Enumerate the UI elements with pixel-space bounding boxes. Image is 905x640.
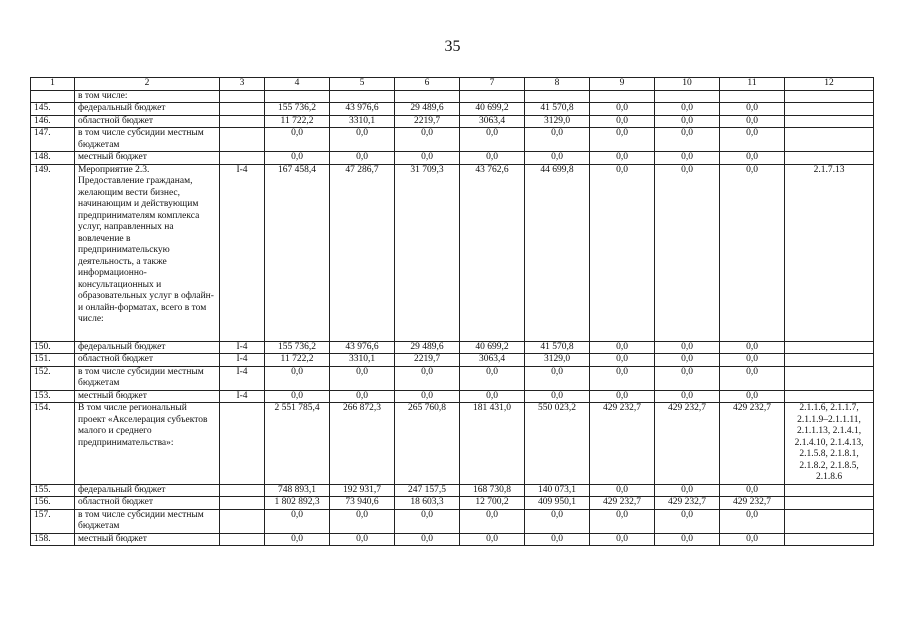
value-cell: 0,0 (720, 164, 785, 341)
value-cell: 0,0 (590, 341, 655, 354)
value-cell: 266 872,3 (330, 403, 395, 485)
row-number-cell: 148. (31, 152, 75, 165)
reference-cell (785, 152, 874, 165)
table-row (31, 403, 874, 485)
code-cell: I-4 (220, 341, 265, 354)
value-cell: 18 603,3 (395, 497, 460, 510)
value-cell: 40 699,2 (460, 341, 525, 354)
value-cell: 31 709,3 (395, 164, 460, 341)
value-cell: 0,0 (265, 366, 330, 390)
item-name-cell: Мероприятие 2.3. Предоставление гражданам, желающим вести бизнес, начинающим и действующим предпринимателям комплекса услуг, направленных на вовлечение в предпринимательскую деятельность, а также информационно-консультационных и образовательных услуг в офлайн- и онлайн-форматах, всего в том числе: (75, 164, 220, 341)
table-row (31, 509, 874, 533)
value-cell: 0,0 (525, 533, 590, 546)
value-cell: 0,0 (590, 128, 655, 152)
value-cell: 429 232,7 (590, 497, 655, 510)
reference-cell (785, 103, 874, 116)
item-name-cell: в том числе субсидии местным бюджетам (75, 509, 220, 533)
row-number-cell: 150. (31, 341, 75, 354)
value-cell: 429 232,7 (590, 403, 655, 485)
table-row (31, 484, 874, 497)
value-cell: 0,0 (590, 115, 655, 128)
reference-cell (785, 390, 874, 403)
value-cell: 0,0 (655, 509, 720, 533)
code-cell: I-4 (220, 390, 265, 403)
value-cell: 429 232,7 (720, 403, 785, 485)
value-cell: 0,0 (655, 128, 720, 152)
value-cell: 0,0 (720, 341, 785, 354)
table-body (31, 90, 874, 546)
value-cell (525, 90, 590, 103)
value-cell: 0,0 (330, 533, 395, 546)
item-name-cell: федеральный бюджет (75, 341, 220, 354)
reference-cell: 2.1.7.13 (785, 164, 874, 341)
value-cell: 47 286,7 (330, 164, 395, 341)
row-number-cell: 157. (31, 509, 75, 533)
value-cell: 0,0 (395, 152, 460, 165)
table-row (31, 390, 874, 403)
table-row (31, 164, 874, 341)
value-cell: 43 762,6 (460, 164, 525, 341)
header-cell: 12 (785, 78, 874, 91)
item-name-cell: местный бюджет (75, 390, 220, 403)
code-cell (220, 484, 265, 497)
value-cell: 168 730,8 (460, 484, 525, 497)
value-cell: 3063,4 (460, 354, 525, 367)
value-cell: 11 722,2 (265, 115, 330, 128)
value-cell: 0,0 (395, 533, 460, 546)
value-cell: 167 458,4 (265, 164, 330, 341)
value-cell: 0,0 (265, 509, 330, 533)
reference-cell (785, 90, 874, 103)
value-cell (720, 90, 785, 103)
table-row (31, 103, 874, 116)
header-cell: 1 (31, 78, 75, 91)
value-cell: 155 736,2 (265, 341, 330, 354)
code-cell: I-4 (220, 354, 265, 367)
header-cell: 4 (265, 78, 330, 91)
value-cell: 0,0 (720, 390, 785, 403)
budget-table (30, 77, 874, 546)
value-cell: 748 893,1 (265, 484, 330, 497)
value-cell: 3063,4 (460, 115, 525, 128)
value-cell: 44 699,8 (525, 164, 590, 341)
value-cell: 0,0 (460, 366, 525, 390)
value-cell: 0,0 (655, 390, 720, 403)
value-cell: 2219,7 (395, 115, 460, 128)
value-cell: 181 431,0 (460, 403, 525, 485)
code-cell (220, 533, 265, 546)
value-cell: 0,0 (395, 509, 460, 533)
header-cell: 2 (75, 78, 220, 91)
value-cell: 0,0 (720, 103, 785, 116)
value-cell: 429 232,7 (720, 497, 785, 510)
reference-cell (785, 509, 874, 533)
item-name-cell: В том числе региональный проект «Акселерация субъектов малого и среднего предпринимательства»: (75, 403, 220, 485)
value-cell: 2219,7 (395, 354, 460, 367)
page-number: 35 (444, 38, 461, 55)
reference-cell (785, 366, 874, 390)
table-row (31, 497, 874, 510)
value-cell (460, 90, 525, 103)
value-cell: 0,0 (265, 152, 330, 165)
value-cell: 41 570,8 (525, 341, 590, 354)
item-name-cell: в том числе субсидии местным бюджетам (75, 366, 220, 390)
code-cell (220, 90, 265, 103)
table-row (31, 341, 874, 354)
value-cell: 0,0 (330, 152, 395, 165)
row-number-cell: 154. (31, 403, 75, 485)
value-cell: 0,0 (265, 390, 330, 403)
value-cell: 192 931,7 (330, 484, 395, 497)
reference-cell (785, 115, 874, 128)
value-cell: 0,0 (590, 533, 655, 546)
item-name-cell: областной бюджет (75, 497, 220, 510)
row-number-cell: 152. (31, 366, 75, 390)
value-cell: 0,0 (525, 390, 590, 403)
value-cell: 0,0 (720, 533, 785, 546)
row-number-cell (31, 90, 75, 103)
code-cell (220, 509, 265, 533)
value-cell: 0,0 (655, 152, 720, 165)
value-cell: 265 760,8 (395, 403, 460, 485)
value-cell: 0,0 (460, 509, 525, 533)
value-cell (395, 90, 460, 103)
reference-cell (785, 128, 874, 152)
header-cell: 6 (395, 78, 460, 91)
value-cell: 0,0 (330, 390, 395, 403)
table-row (31, 115, 874, 128)
value-cell: 0,0 (590, 164, 655, 341)
row-number-cell: 149. (31, 164, 75, 341)
value-cell: 0,0 (655, 533, 720, 546)
value-cell: 0,0 (525, 152, 590, 165)
header-cell: 8 (525, 78, 590, 91)
header-cell: 11 (720, 78, 785, 91)
item-name-cell: областной бюджет (75, 115, 220, 128)
value-cell: 73 940,6 (330, 497, 395, 510)
value-cell: 3129,0 (525, 115, 590, 128)
value-cell: 0,0 (720, 484, 785, 497)
table-row (31, 366, 874, 390)
row-number-cell: 151. (31, 354, 75, 367)
value-cell: 0,0 (655, 341, 720, 354)
value-cell: 40 699,2 (460, 103, 525, 116)
header-cell: 5 (330, 78, 395, 91)
value-cell: 0,0 (655, 366, 720, 390)
value-cell: 0,0 (590, 484, 655, 497)
item-name-cell: федеральный бюджет (75, 103, 220, 116)
value-cell: 0,0 (395, 128, 460, 152)
row-number-cell: 156. (31, 497, 75, 510)
value-cell: 0,0 (265, 533, 330, 546)
value-cell: 2 551 785,4 (265, 403, 330, 485)
code-cell: I-4 (220, 366, 265, 390)
value-cell: 1 802 892,3 (265, 497, 330, 510)
value-cell: 140 073,1 (525, 484, 590, 497)
reference-cell (785, 341, 874, 354)
value-cell: 550 023,2 (525, 403, 590, 485)
item-name-cell: областной бюджет (75, 354, 220, 367)
value-cell: 0,0 (720, 509, 785, 533)
value-cell: 0,0 (330, 509, 395, 533)
code-cell (220, 103, 265, 116)
value-cell: 0,0 (655, 164, 720, 341)
table-row (31, 128, 874, 152)
value-cell: 0,0 (655, 354, 720, 367)
value-cell: 0,0 (655, 484, 720, 497)
value-cell: 3310,1 (330, 354, 395, 367)
value-cell: 0,0 (460, 390, 525, 403)
value-cell: 3310,1 (330, 115, 395, 128)
code-cell (220, 403, 265, 485)
value-cell: 43 976,6 (330, 341, 395, 354)
value-cell: 0,0 (655, 103, 720, 116)
value-cell: 247 157,5 (395, 484, 460, 497)
value-cell: 0,0 (590, 509, 655, 533)
row-number-cell: 146. (31, 115, 75, 128)
value-cell: 0,0 (330, 128, 395, 152)
table-row (31, 90, 874, 103)
value-cell (655, 90, 720, 103)
value-cell: 11 722,2 (265, 354, 330, 367)
row-number-cell: 145. (31, 103, 75, 116)
value-cell: 0,0 (460, 128, 525, 152)
item-name-cell: местный бюджет (75, 152, 220, 165)
row-number-cell: 158. (31, 533, 75, 546)
code-cell (220, 115, 265, 128)
header-cell: 3 (220, 78, 265, 91)
code-cell (220, 497, 265, 510)
code-cell: I-4 (220, 164, 265, 341)
value-cell: 41 570,8 (525, 103, 590, 116)
header-cell: 10 (655, 78, 720, 91)
value-cell: 409 950,1 (525, 497, 590, 510)
value-cell: 0,0 (395, 390, 460, 403)
value-cell: 429 232,7 (655, 403, 720, 485)
value-cell: 0,0 (265, 128, 330, 152)
value-cell: 29 489,6 (395, 341, 460, 354)
reference-cell (785, 484, 874, 497)
value-cell: 0,0 (460, 533, 525, 546)
value-cell: 0,0 (525, 366, 590, 390)
value-cell: 0,0 (655, 115, 720, 128)
value-cell: 0,0 (720, 152, 785, 165)
value-cell: 0,0 (590, 366, 655, 390)
header-row (31, 78, 874, 91)
value-cell: 0,0 (330, 366, 395, 390)
item-name-cell: федеральный бюджет (75, 484, 220, 497)
value-cell: 0,0 (720, 366, 785, 390)
header-cell: 9 (590, 78, 655, 91)
row-number-cell: 147. (31, 128, 75, 152)
table-row (31, 533, 874, 546)
row-number-cell: 155. (31, 484, 75, 497)
value-cell: 0,0 (590, 354, 655, 367)
table-row (31, 354, 874, 367)
value-cell: 0,0 (525, 509, 590, 533)
row-number-cell: 153. (31, 390, 75, 403)
value-cell: 12 700,2 (460, 497, 525, 510)
value-cell: 155 736,2 (265, 103, 330, 116)
reference-cell (785, 497, 874, 510)
value-cell: 0,0 (395, 366, 460, 390)
table-header (31, 78, 874, 91)
code-cell (220, 128, 265, 152)
value-cell: 0,0 (525, 128, 590, 152)
reference-cell (785, 354, 874, 367)
value-cell: 43 976,6 (330, 103, 395, 116)
value-cell: 29 489,6 (395, 103, 460, 116)
item-name-cell: в том числе субсидии местным бюджетам (75, 128, 220, 152)
value-cell: 429 232,7 (655, 497, 720, 510)
header-cell: 7 (460, 78, 525, 91)
reference-cell: 2.1.1.6, 2.1.1.7, 2.1.1.9–2.1.1.11, 2.1.1.13, 2.1.4.1, 2.1.4.10, 2.1.4.13, 2.1.5.8, 2.1.8.1, 2.1.8.2, 2.1.8.5, 2.1.8.6 (785, 403, 874, 485)
item-name-cell: местный бюджет (75, 533, 220, 546)
value-cell: 0,0 (590, 103, 655, 116)
value-cell: 0,0 (590, 152, 655, 165)
value-cell: 0,0 (720, 115, 785, 128)
value-cell: 0,0 (460, 152, 525, 165)
reference-cell (785, 533, 874, 546)
value-cell (330, 90, 395, 103)
code-cell (220, 152, 265, 165)
item-name-cell: в том числе: (75, 90, 220, 103)
value-cell: 0,0 (590, 390, 655, 403)
value-cell: 0,0 (720, 128, 785, 152)
value-cell (590, 90, 655, 103)
value-cell (265, 90, 330, 103)
value-cell: 3129,0 (525, 354, 590, 367)
table-row (31, 152, 874, 165)
value-cell: 0,0 (720, 354, 785, 367)
